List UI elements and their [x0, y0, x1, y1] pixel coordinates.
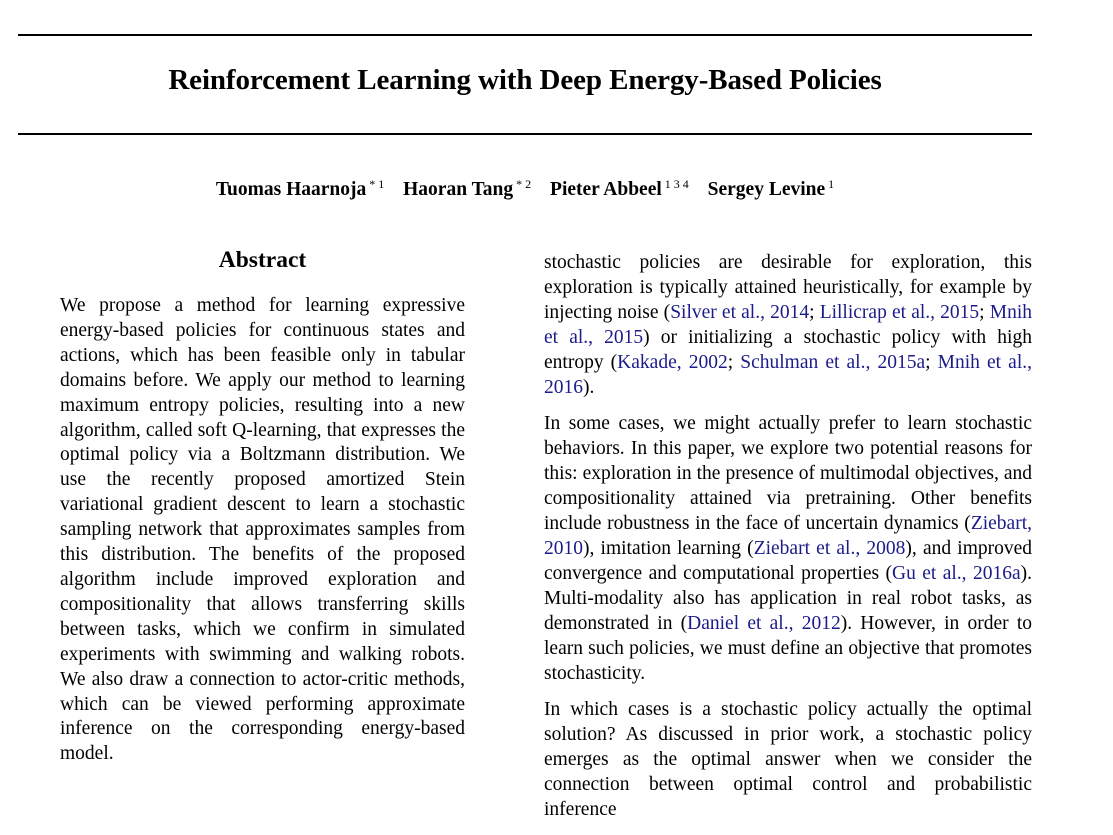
author-affiliation: * 1 — [369, 177, 385, 191]
citation-link[interactable]: Schulman et al., 2015a — [740, 351, 926, 373]
citation-link[interactable]: Ziebart, 2010 — [544, 513, 1032, 559]
citation-link[interactable]: Mnih et al., 2016 — [544, 351, 1032, 398]
author-name: Haoran Tang — [403, 179, 514, 200]
author-1 — [216, 179, 384, 200]
body-text: ). — [583, 376, 595, 398]
body-paragraph-3 — [544, 698, 1032, 823]
body-paragraph-2 — [544, 412, 1032, 686]
body-text: In which cases is a stochastic policy actually the optimal solution? As discussed in prior work, a stochastic policy emerges as the optimal answer when we consider the connection between optimal control and probabilistic inference — [544, 699, 1032, 821]
body-text: ), imitation learning ( — [583, 537, 754, 559]
citation-link[interactable]: Daniel et al., 2012 — [687, 612, 841, 634]
citation-link[interactable]: Ziebart et al., 2008 — [753, 537, 906, 559]
citation-link[interactable]: Silver et al., 2014 — [670, 301, 810, 323]
title-top-rule — [18, 34, 1032, 36]
citation-link[interactable]: Mnih et al., 2015 — [544, 301, 1033, 348]
author-3 — [550, 179, 689, 200]
body-text: ). Multi-modality also has application in real robot tasks, as demonstrated in ( — [544, 562, 1032, 634]
body-text: stochastic policies are desirable for exploration, this exploration is typically attained heuristically, for example by injecting noise ( — [544, 252, 1032, 323]
abstract-heading: Abstract — [218, 247, 307, 273]
citation-link[interactable]: Lillicrap et al., 2015 — [819, 301, 980, 323]
title-bottom-rule — [18, 133, 1032, 135]
abstract-text: We propose a method for learning expressive energy-based policies for continuous states and actions, which has been feasible only in tabular domains before. We apply our method to learning maximum entropy policies, resulting into a new algorithm, called soft Q-learning, that expresses the optimal policy via a Boltzmann distribution. We use the recently proposed amortized Stein variational gradient descent to learn a stochastic sampling network that approximates samples from this distribution. The benefits of the proposed algorithm include improved exploration and compositionality that allows transferring skills between tasks, which we confirm in simulated experiments with swimming and walking robots. We also draw a connection to actor-critic methods, which can be viewed performing approximate inference on the corresponding energy-based model. — [60, 295, 465, 765]
body-text: ). However, in order to learn such policies, we must define an objective that promotes stochasticity. — [544, 612, 1032, 684]
author-affiliation: 1 — [828, 177, 835, 191]
author-list — [0, 177, 1050, 201]
citation-separator: ; — [925, 351, 938, 373]
author-name: Pieter Abbeel — [550, 179, 662, 200]
author-affiliation: 1 3 4 — [664, 177, 689, 191]
citation-separator: ; — [979, 301, 990, 323]
author-name: Tuomas Haarnoja — [215, 179, 367, 200]
body-column-right — [544, 251, 1032, 835]
author-2 — [403, 179, 531, 200]
body-paragraph-1 — [544, 251, 1032, 400]
body-text: ) or initializing a stochastic policy with high entropy ( — [544, 326, 1032, 373]
body-text: In some cases, we might actually prefer to learn stochastic behaviors. In this paper, we explore two potential reasons for this: exploration in the presence of multimodal objectives, and compositionality attained via pretraining. Other benefits include robustness in the face of uncertain dynamics ( — [544, 413, 1032, 535]
paper-title: Reinforcement Learning with Deep Energy-Based Policies — [168, 64, 882, 96]
citation-link[interactable]: Kakade, 2002 — [617, 351, 728, 373]
citation-separator: ; — [809, 301, 820, 323]
author-name: Sergey Levine — [707, 179, 826, 200]
body-text: ), and improved convergence and computational properties ( — [544, 537, 1033, 584]
citation-link[interactable]: Gu et al., 2016a — [892, 562, 1021, 584]
author-affiliation: * 2 — [516, 177, 532, 191]
citation-separator: ; — [727, 351, 741, 373]
author-4 — [708, 179, 835, 200]
